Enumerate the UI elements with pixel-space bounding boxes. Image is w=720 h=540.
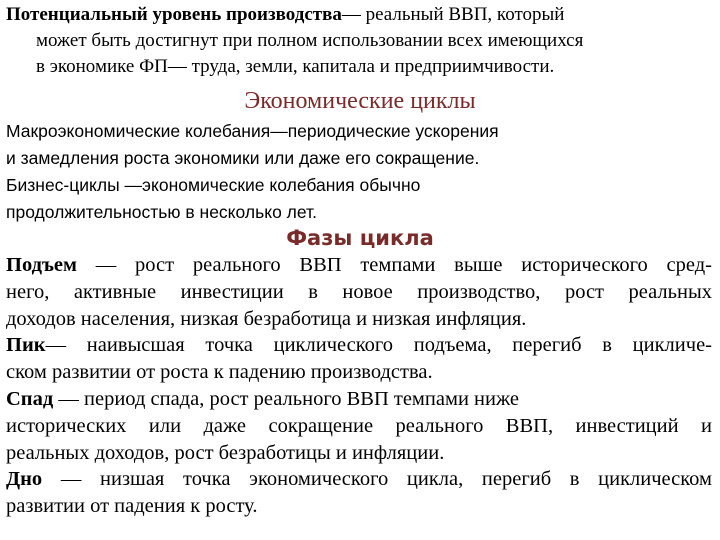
cycles-line-4: продолжительностью в несколько лет. (6, 202, 317, 222)
phase-decline-line-2: исторических или даже сокращение реального ВВП, инвестиций и (6, 414, 712, 437)
phases-list (6, 252, 712, 520)
potential-term: Потенциальный уровень производства (6, 4, 342, 25)
phase-rise-term: Подъем (6, 254, 77, 276)
phase-peak-line-2: ском развитии от роста к падению производства. (6, 361, 433, 384)
cycles-definition (6, 118, 710, 226)
phase-rise-line-3: доходов населения, низкая безработица и низкая инфляция. (6, 307, 527, 330)
phase-rise-line-2: него, активные инвестиции в новое производство, рост реальных (6, 280, 712, 303)
phase-rise-line-1: Подъем — рост реального ВВП темпами выше исторического сред- (6, 254, 712, 276)
potential-line-1 (6, 2, 710, 28)
potential-line-3: в экономике ФП— труда, земли, капитала и предприимчивости. (36, 56, 555, 77)
potential-output-definition (6, 2, 710, 80)
phase-bottom-term: Дно (6, 468, 43, 491)
cycles-heading: Экономические циклы (244, 88, 476, 114)
phase-decline-line-1: Спад — период спада, рост реального ВВП темпами ниже (6, 387, 519, 410)
cycles-line-1: Макроэкономические колебания—периодические ускорения (6, 121, 499, 141)
phase-bottom-line-1: Дно — низшая точка экономического цикла, перегиб в циклическом (6, 468, 712, 491)
cycles-line-2: и замедления роста экономики или даже его сокращение. (6, 148, 480, 168)
cycles-line-3: Бизнес-циклы —экономические колебания обычно (6, 175, 421, 195)
phase-peak-term: Пик (6, 334, 46, 357)
potential-line-1-rest: — реальный ВВП, который (341, 4, 565, 25)
potential-line-2: может быть достигнут при полном использовании всех имеющихся (36, 30, 584, 51)
phase-decline-term: Спад (6, 387, 54, 410)
phases-heading: Фазы цикла (286, 226, 434, 250)
phase-decline-line-3: реальных доходов, рост безработицы и инфляции. (6, 441, 445, 464)
phase-bottom-line-2: развитии от падения к росту. (6, 495, 258, 518)
phase-peak-line-1: Пик— наивысшая точка циклического подъема, перегиб в цикличе- (6, 334, 712, 357)
